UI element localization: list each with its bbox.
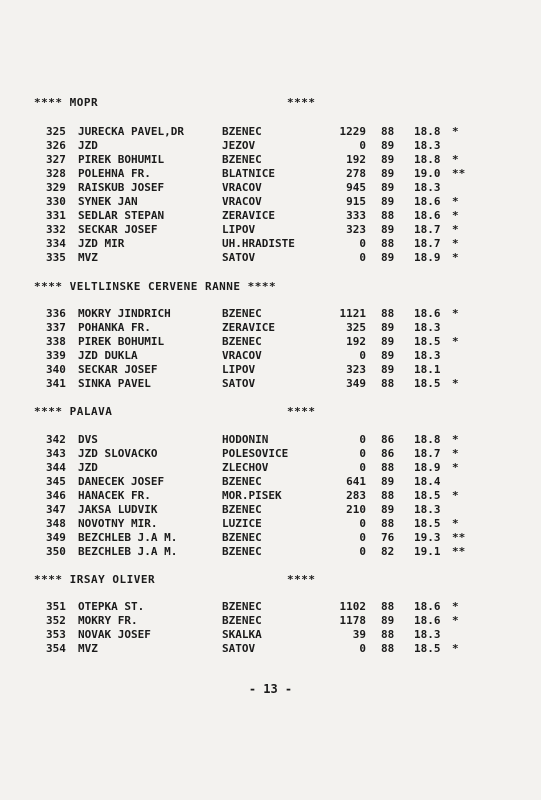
row-number: 330 (46, 195, 66, 208)
sugar-value: 18.7 (414, 223, 441, 236)
quantity: 39 (352, 628, 366, 641)
vintage-year: 89 (381, 321, 395, 334)
grower-name: NOVOTNY MIR. (78, 517, 158, 530)
rating-mark: * (452, 489, 459, 502)
grower-name: POLEHNA FR. (78, 167, 151, 180)
grower-name: MVZ (78, 642, 98, 655)
quantity: 0 (359, 251, 366, 264)
grower-name: DANECEK JOSEF (78, 475, 165, 488)
rating-mark: ** (452, 167, 466, 180)
row-number: 351 (46, 600, 66, 613)
rating-mark: * (452, 447, 459, 460)
place-name: UH.HRADISTE (222, 237, 295, 250)
vintage-year: 88 (381, 489, 395, 502)
grower-name: SYNEK JAN (78, 195, 138, 208)
rating-mark: * (452, 307, 459, 320)
sugar-value: 18.3 (414, 321, 441, 334)
quantity: 192 (346, 153, 366, 166)
quantity: 0 (359, 531, 366, 544)
vintage-year: 89 (381, 167, 395, 180)
table-row (0, 307, 541, 321)
place-name: BZENEC (222, 307, 262, 320)
quantity: 283 (346, 489, 366, 502)
vintage-year: 88 (381, 237, 395, 250)
place-name: ZERAVICE (222, 321, 275, 334)
table-row (0, 545, 541, 559)
section-end-mark: **** (287, 573, 316, 586)
table-row (0, 139, 541, 153)
vintage-year: 89 (381, 349, 395, 362)
sugar-value: 18.3 (414, 181, 441, 194)
section-end-mark: **** (287, 96, 316, 109)
quantity: 0 (359, 433, 366, 446)
vintage-year: 89 (381, 335, 395, 348)
place-name: VRACOV (222, 195, 262, 208)
row-number: 342 (46, 433, 66, 446)
table-row (0, 531, 541, 545)
rating-mark: * (452, 195, 459, 208)
sugar-value: 18.3 (414, 349, 441, 362)
table-row (0, 363, 541, 377)
grower-name: MOKRY FR. (78, 614, 138, 627)
grower-name: MOKRY JINDRICH (78, 307, 171, 320)
place-name: ZLECHOV (222, 461, 269, 474)
place-name: BZENEC (222, 475, 262, 488)
grower-name: MVZ (78, 251, 98, 264)
place-name: LUZICE (222, 517, 262, 530)
sugar-value: 18.5 (414, 642, 441, 655)
grower-name: SECKAR JOSEF (78, 363, 158, 376)
sugar-value: 18.3 (414, 628, 441, 641)
table-row (0, 349, 541, 363)
quantity: 192 (346, 335, 366, 348)
quantity: 323 (346, 223, 366, 236)
table-row (0, 461, 541, 475)
rating-mark: * (452, 223, 459, 236)
sugar-value: 18.7 (414, 237, 441, 250)
place-name: BLATNICE (222, 167, 275, 180)
vintage-year: 88 (381, 377, 395, 390)
quantity: 0 (359, 545, 366, 558)
row-number: 343 (46, 447, 66, 460)
sugar-value: 18.7 (414, 447, 441, 460)
grower-name: JZD MIR (78, 237, 125, 250)
quantity: 0 (359, 517, 366, 530)
vintage-year: 89 (381, 614, 395, 627)
sugar-value: 18.6 (414, 614, 441, 627)
grower-name: DVS (78, 433, 98, 446)
sugar-value: 18.5 (414, 489, 441, 502)
row-number: 346 (46, 489, 66, 502)
table-row (0, 614, 541, 628)
vintage-year: 89 (381, 363, 395, 376)
quantity: 325 (346, 321, 366, 334)
place-name: BZENEC (222, 545, 262, 558)
sugar-value: 18.8 (414, 433, 441, 446)
section-header (34, 96, 334, 112)
sugar-value: 18.6 (414, 209, 441, 222)
sugar-value: 18.5 (414, 335, 441, 348)
rating-mark: * (452, 600, 459, 613)
rating-mark: * (452, 642, 459, 655)
vintage-year: 89 (381, 251, 395, 264)
grower-name: JAKSA LUDVIK (78, 503, 158, 516)
sugar-value: 18.8 (414, 125, 441, 138)
quantity: 333 (346, 209, 366, 222)
place-name: SATOV (222, 377, 256, 390)
vintage-year: 82 (381, 545, 395, 558)
vintage-year: 88 (381, 517, 395, 530)
row-number: 344 (46, 461, 66, 474)
section-title: **** VELTLINSKE CERVENE RANNE **** (34, 280, 277, 293)
place-name: SKALKA (222, 628, 262, 641)
sugar-value: 18.6 (414, 600, 441, 613)
vintage-year: 89 (381, 153, 395, 166)
grower-name: JZD DUKLA (78, 349, 138, 362)
rating-mark: * (452, 377, 459, 390)
row-number: 331 (46, 209, 66, 222)
place-name: BZENEC (222, 614, 262, 627)
table-row (0, 447, 541, 461)
row-number: 350 (46, 545, 66, 558)
place-name: MOR.PISEK (222, 489, 282, 502)
grower-name: JZD (78, 461, 98, 474)
grower-name: HANACEK FR. (78, 489, 151, 502)
rating-mark: * (452, 125, 459, 138)
rating-mark: * (452, 614, 459, 627)
row-number: 353 (46, 628, 66, 641)
place-name: BZENEC (222, 153, 262, 166)
sugar-value: 18.5 (414, 377, 441, 390)
vintage-year: 88 (381, 600, 395, 613)
quantity: 349 (346, 377, 366, 390)
sugar-value: 18.6 (414, 195, 441, 208)
rating-mark: ** (452, 531, 466, 544)
grower-name: POHANKA FR. (78, 321, 151, 334)
quantity: 1102 (339, 600, 366, 613)
vintage-year: 86 (381, 433, 395, 446)
grower-name: SECKAR JOSEF (78, 223, 158, 236)
vintage-year: 88 (381, 209, 395, 222)
sugar-value: 19.0 (414, 167, 441, 180)
rating-mark: * (452, 237, 459, 250)
place-name: LIPOV (222, 363, 256, 376)
grower-name: PIREK BOHUMIL (78, 335, 165, 348)
row-number: 327 (46, 153, 66, 166)
vintage-year: 76 (381, 531, 395, 544)
section-title: **** IRSAY OLIVER (34, 573, 156, 586)
grower-name: JZD (78, 139, 98, 152)
row-number: 337 (46, 321, 66, 334)
rating-mark: ** (452, 545, 466, 558)
rating-mark: * (452, 251, 459, 264)
grower-name: JZD SLOVACKO (78, 447, 158, 460)
place-name: LIPOV (222, 223, 256, 236)
row-number: 325 (46, 125, 66, 138)
place-name: BZENEC (222, 503, 262, 516)
table-row (0, 181, 541, 195)
sugar-value: 18.1 (414, 363, 441, 376)
place-name: VRACOV (222, 349, 262, 362)
table-row (0, 433, 541, 447)
quantity: 278 (346, 167, 366, 180)
sugar-value: 18.5 (414, 517, 441, 530)
place-name: SATOV (222, 251, 256, 264)
row-number: 335 (46, 251, 66, 264)
quantity: 1229 (339, 125, 366, 138)
rating-mark: * (452, 209, 459, 222)
row-number: 352 (46, 614, 66, 627)
place-name: ZERAVICE (222, 209, 275, 222)
table-row (0, 489, 541, 503)
row-number: 334 (46, 237, 66, 250)
vintage-year: 88 (381, 642, 395, 655)
grower-name: RAISKUB JOSEF (78, 181, 165, 194)
row-number: 328 (46, 167, 66, 180)
grower-name: PIREK BOHUMIL (78, 153, 165, 166)
quantity: 0 (359, 349, 366, 362)
row-number: 349 (46, 531, 66, 544)
rating-mark: * (452, 461, 459, 474)
vintage-year: 89 (381, 475, 395, 488)
quantity: 1121 (339, 307, 366, 320)
row-number: 326 (46, 139, 66, 152)
row-number: 345 (46, 475, 66, 488)
section-header (34, 280, 334, 296)
sugar-value: 18.3 (414, 139, 441, 152)
table-row (0, 377, 541, 391)
table-row (0, 251, 541, 265)
vintage-year: 88 (381, 461, 395, 474)
rating-mark: * (452, 153, 459, 166)
row-number: 341 (46, 377, 66, 390)
place-name: BZENEC (222, 125, 262, 138)
table-row (0, 321, 541, 335)
quantity: 0 (359, 139, 366, 152)
grower-name: SEDLAR STEPAN (78, 209, 165, 222)
place-name: SATOV (222, 642, 256, 655)
grower-name: JURECKA PAVEL,DR (78, 125, 184, 138)
row-number: 339 (46, 349, 66, 362)
rating-mark: * (452, 433, 459, 446)
sugar-value: 18.3 (414, 503, 441, 516)
table-row (0, 167, 541, 181)
table-row (0, 475, 541, 489)
quantity: 0 (359, 461, 366, 474)
table-row (0, 223, 541, 237)
row-number: 354 (46, 642, 66, 655)
sugar-value: 18.9 (414, 251, 441, 264)
vintage-year: 86 (381, 447, 395, 460)
grower-name: BEZCHLEB J.A M. (78, 545, 178, 558)
table-row (0, 503, 541, 517)
quantity: 945 (346, 181, 366, 194)
table-row (0, 335, 541, 349)
row-number: 329 (46, 181, 66, 194)
row-number: 347 (46, 503, 66, 516)
place-name: JEZOV (222, 139, 256, 152)
vintage-year: 89 (381, 181, 395, 194)
place-name: HODONIN (222, 433, 269, 446)
place-name: BZENEC (222, 600, 262, 613)
table-row (0, 642, 541, 656)
vintage-year: 88 (381, 628, 395, 641)
table-row (0, 153, 541, 167)
vintage-year: 88 (381, 125, 395, 138)
quantity: 915 (346, 195, 366, 208)
row-number: 332 (46, 223, 66, 236)
sugar-value: 18.6 (414, 307, 441, 320)
sugar-value: 19.3 (414, 531, 441, 544)
vintage-year: 89 (381, 223, 395, 236)
vintage-year: 88 (381, 307, 395, 320)
vintage-year: 89 (381, 139, 395, 152)
quantity: 641 (346, 475, 366, 488)
table-row (0, 209, 541, 223)
sugar-value: 18.4 (414, 475, 441, 488)
vintage-year: 89 (381, 503, 395, 516)
place-name: BZENEC (222, 335, 262, 348)
section-title: **** PALAVA (34, 405, 113, 418)
vintage-year: 89 (381, 195, 395, 208)
place-name: BZENEC (222, 531, 262, 544)
row-number: 348 (46, 517, 66, 530)
table-row (0, 517, 541, 531)
table-row (0, 237, 541, 251)
quantity: 0 (359, 447, 366, 460)
sugar-value: 18.9 (414, 461, 441, 474)
rating-mark: * (452, 335, 459, 348)
quantity: 323 (346, 363, 366, 376)
quantity: 0 (359, 642, 366, 655)
sugar-value: 18.8 (414, 153, 441, 166)
table-row (0, 628, 541, 642)
grower-name: OTEPKA ST. (78, 600, 145, 613)
row-number: 340 (46, 363, 66, 376)
place-name: VRACOV (222, 181, 262, 194)
quantity: 0 (359, 237, 366, 250)
place-name: POLESOVICE (222, 447, 289, 460)
table-row (0, 195, 541, 209)
sugar-value: 19.1 (414, 545, 441, 558)
row-number: 338 (46, 335, 66, 348)
section-header (34, 573, 334, 589)
section-end-mark: **** (287, 405, 316, 418)
rating-mark: * (452, 517, 459, 530)
row-number: 336 (46, 307, 66, 320)
page-number: - 13 - (248, 682, 293, 696)
table-row (0, 125, 541, 139)
quantity: 1178 (339, 614, 366, 627)
grower-name: BEZCHLEB J.A M. (78, 531, 178, 544)
grower-name: SINKA PAVEL (78, 377, 151, 390)
grower-name: NOVAK JOSEF (78, 628, 151, 641)
quantity: 210 (346, 503, 366, 516)
table-row (0, 600, 541, 614)
section-title: **** MOPR (34, 96, 99, 109)
section-header (34, 405, 334, 421)
